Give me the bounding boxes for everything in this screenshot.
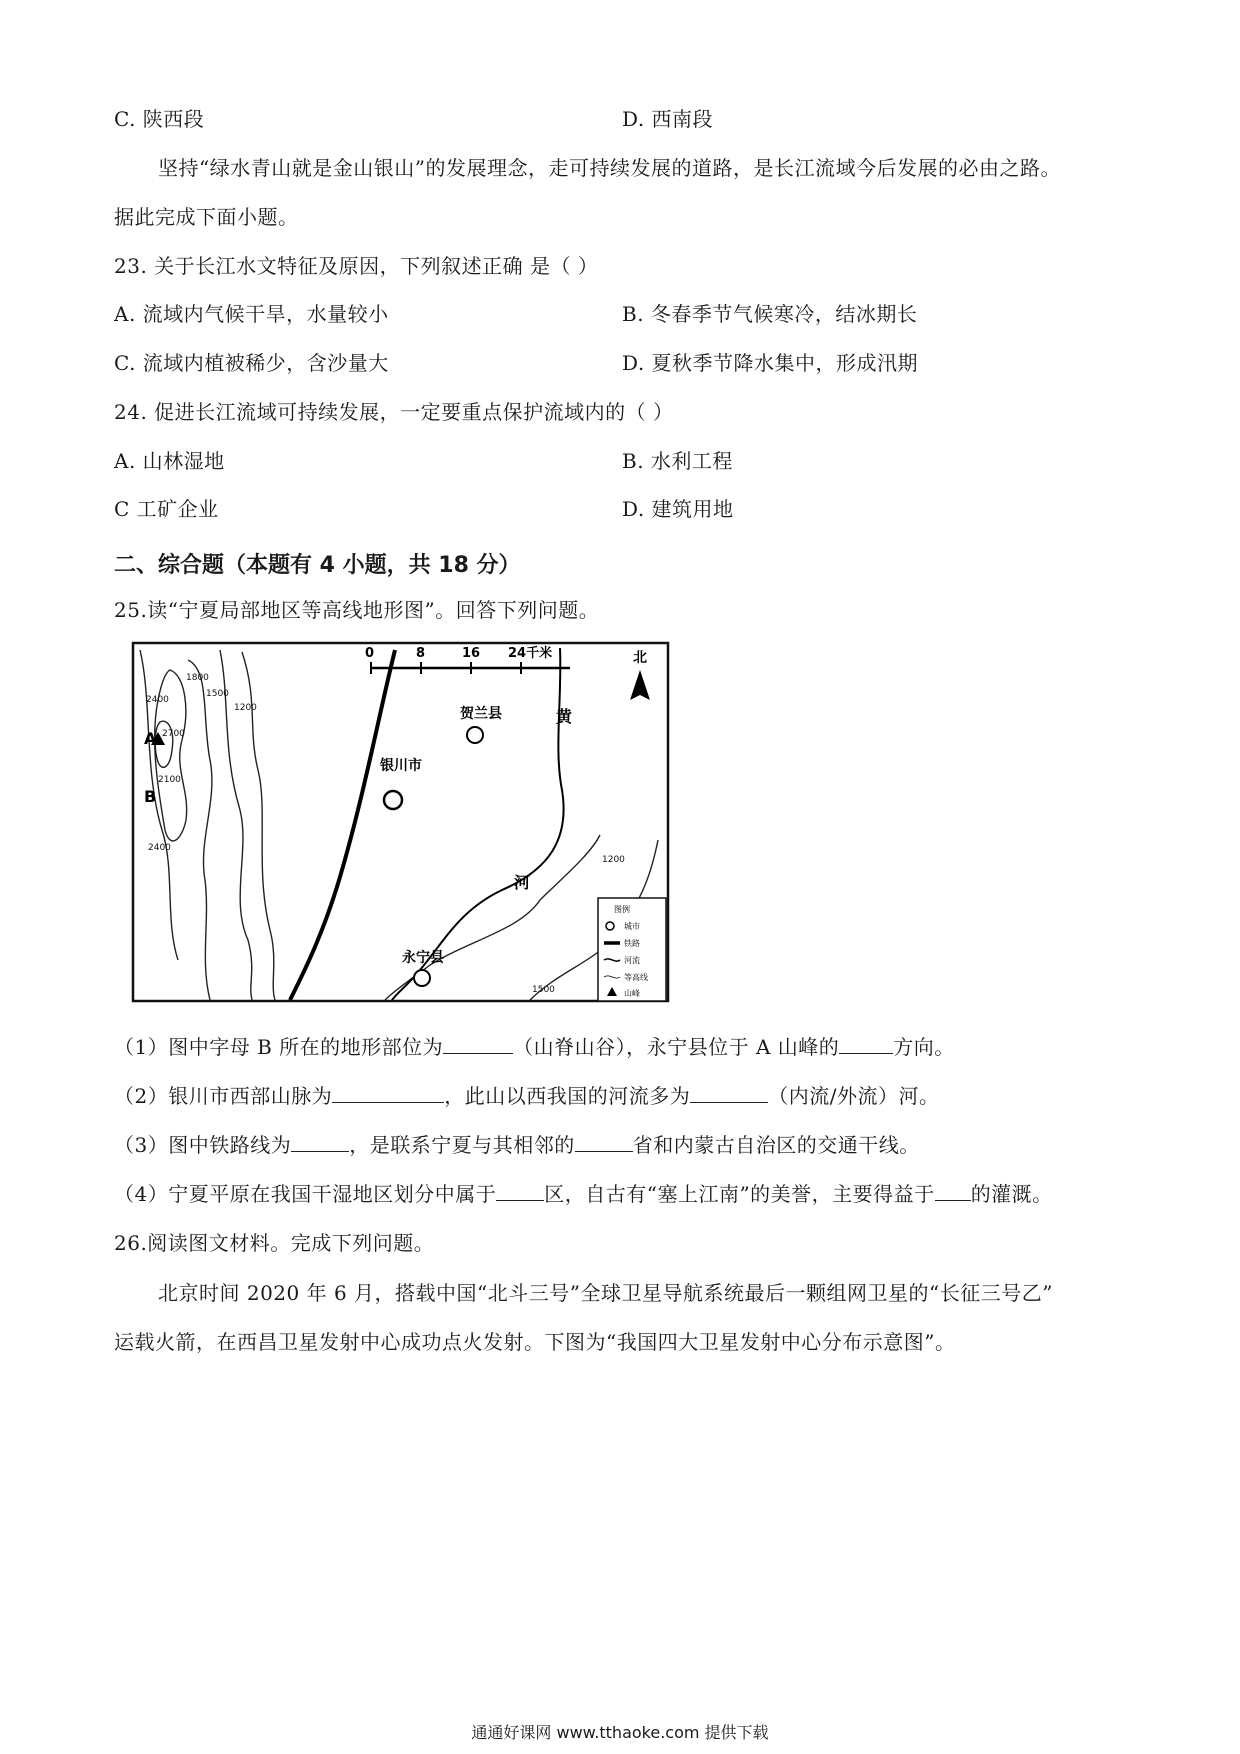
river-label: 黄 (556, 707, 573, 726)
point-b-label: B (144, 787, 157, 806)
q25-sub1: （1）图中字母 B 所在的地形部位为 （山脊山谷），永宁县位于 A 山峰的 方向。 (114, 1035, 955, 1059)
q23-option-d: D. 夏秋季节降水集中，形成汛期 (622, 351, 919, 375)
q26-para-line-1: 北京时间 2020 年 6 月，搭载中国“北斗三号”全球卫星导航系统最后一颗组网卫星的“长征三号乙” (158, 1281, 1053, 1305)
city-yinchuan-label: 银川市 (380, 758, 422, 774)
answer-blank[interactable] (496, 1182, 544, 1201)
contour-label: 2400 (146, 695, 169, 705)
q26-para-line-2: 运载火箭，在西昌卫星发射中心成功点火发射。下图为“我国四大卫星发射中心分布示意图”。 (114, 1330, 956, 1354)
q24-stem: 24. 促进长江流域可持续发展，一定要重点保护流域内的（ ） (114, 400, 674, 424)
q25-sub4: （4）宁夏平原在我国干湿地区划分中属于 区，自古有“塞上江南”的美誉，主要得益于 的灌溉。 (114, 1182, 1053, 1206)
city-helan-label: 贺兰县 (460, 706, 502, 722)
contour-label: 1200 (234, 703, 257, 713)
river-label: 河 (514, 873, 531, 892)
contour-label: 2100 (158, 775, 181, 785)
answer-blank[interactable] (332, 1084, 444, 1103)
contour-label: 1200 (602, 855, 625, 865)
q26-stem: 26.阅读图文材料。完成下列问题。 (114, 1231, 435, 1255)
scale-tick: 0 (365, 646, 375, 661)
answer-blank[interactable] (443, 1035, 513, 1054)
contour-label: 2700 (162, 729, 185, 739)
footer-credit: 通通好课网 www.tthaoke.com 提供下载 (471, 1723, 769, 1742)
answer-blank[interactable] (690, 1084, 768, 1103)
q23-option-b: B. 冬春季节气候寒冷，结冰期长 (622, 302, 918, 326)
legend-title: 图例 (614, 905, 630, 914)
contour-label: 2400 (148, 843, 171, 853)
q24-option-d: D. 建筑用地 (622, 497, 734, 521)
map-legend (598, 898, 666, 1001)
legend-item: 山峰 (624, 989, 640, 998)
point-a-label: A (144, 729, 157, 748)
scale-tick: 16 (462, 646, 481, 661)
q24-option-c: C 工矿企业 (114, 497, 219, 521)
city-yongning-marker (414, 970, 430, 986)
q25-sub2: （2）银川市西部山脉为 ，此山以西我国的河流多为 （内流/外流）河。 (114, 1084, 940, 1108)
answer-blank[interactable] (291, 1133, 349, 1152)
q24-option-a: A. 山林湿地 (114, 449, 225, 473)
contour-label: 1500 (206, 689, 229, 699)
scale-tick: 8 (416, 646, 426, 661)
q24-option-b: B. 水利工程 (622, 449, 733, 473)
q23-option-a: A. 流域内气候干旱，水量较小 (114, 302, 389, 326)
north-label: 北 (633, 650, 647, 666)
city-helan-marker (467, 727, 483, 743)
q25-stem: 25.读“宁夏局部地区等高线地形图”。回答下列问题。 (114, 598, 600, 622)
answer-blank[interactable] (575, 1133, 633, 1152)
scale-tick: 24千米 (508, 646, 553, 661)
contour-label: 1800 (186, 673, 209, 683)
legend-item: 铁路 (624, 939, 640, 948)
q23-option-c: C. 流域内植被稀少，含沙量大 (114, 351, 389, 375)
intro-line-1: 坚持“绿水青山就是金山银山”的发展理念，走可持续发展的道路，是长江流域今后发展的必由之路。 (158, 156, 1061, 180)
section-heading: 二、综合题（本题有 4 小题，共 18 分） (114, 553, 521, 578)
contour-map (130, 640, 671, 1004)
city-yongning-label: 永宁县 (402, 950, 444, 966)
intro-line-2: 据此完成下面小题。 (114, 205, 299, 229)
legend-item: 等高线 (624, 973, 648, 982)
contour-label: 1500 (532, 985, 555, 995)
q23-stem: 23. 关于长江水文特征及原因，下列叙述正确 是（ ） (114, 254, 599, 278)
q22-option-c: C. 陕西段 (114, 107, 205, 131)
answer-blank[interactable] (935, 1182, 971, 1201)
legend-item: 河流 (624, 956, 640, 965)
q22-option-d: D. 西南段 (622, 107, 714, 131)
answer-blank[interactable] (839, 1035, 893, 1054)
legend-item: 城市 (624, 922, 640, 931)
q25-sub3: （3）图中铁路线为 ，是联系宁夏与其相邻的 省和内蒙古自治区的交通干线。 (114, 1133, 920, 1157)
city-yinchuan-marker (384, 791, 402, 809)
